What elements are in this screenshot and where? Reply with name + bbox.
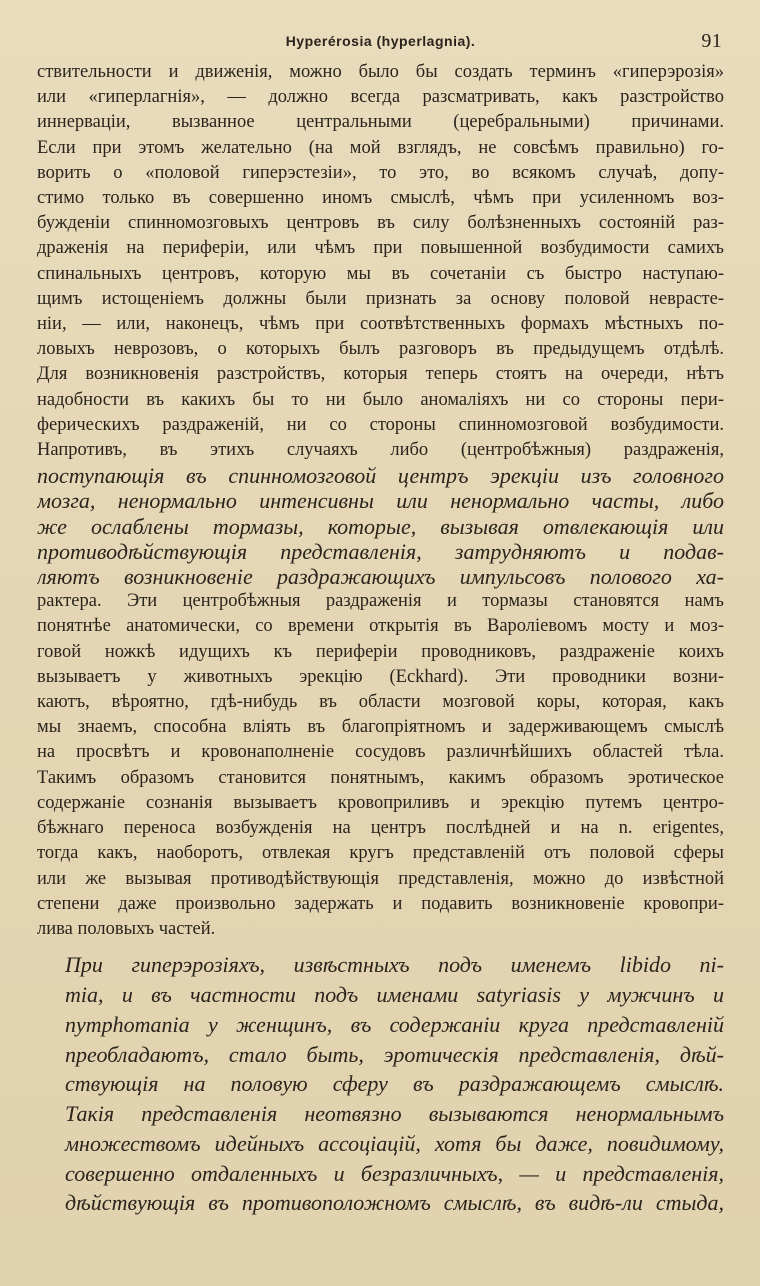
text-line: Такимъ образомъ становится понятнымъ, какимъ образомъ эротическое <box>37 767 724 788</box>
text-line: Напротивъ, въ этихъ случаяхъ либо (центробѣжныя) раздраженія, <box>37 440 724 461</box>
text-line: мозга, ненормально интенсивны или ненормально часты, либо <box>37 488 724 514</box>
text-line: Такія представленія неотвязно вызываются ненормальнымъ <box>65 1101 724 1127</box>
text-line: или «гиперлагнія», — должно всегда разсматривать, какъ разстройство <box>37 87 724 108</box>
text-line: mia, и въ частности подъ именами satyriasis у мужчинъ и <box>65 981 724 1007</box>
text-line: вызываетъ у животныхъ эрекцію (Eckhard). Эти проводники возни- <box>37 666 724 687</box>
running-title: Hyperérosia (hyperlagnia). <box>285 33 476 49</box>
text-line: рактера. Эти центробѣжныя раздраженія и тормазы становятся намъ <box>37 591 724 612</box>
text-line: ворить о «половой гиперэстезіи», то это, во всякомъ случаѣ, допу- <box>37 162 724 183</box>
text-line: ловыхъ неврозовъ, о которыхъ былъ разговоръ въ предыдущемъ отдѣлѣ. <box>37 339 724 360</box>
paragraph-1 <box>37 60 724 942</box>
text-line: драженія на периферіи, или чѣмъ при повышенной возбудимости самихъ <box>37 238 724 259</box>
text-line: иннерваціи, вызванное центральными (церебральными) причинами. <box>37 112 724 133</box>
text-line: степени даже произвольно задержать и подавить возникновеніе кровопри- <box>37 893 724 914</box>
text-line: каютъ, вѣроятно, гдѣ-нибудь въ области мозговой коры, которая, какъ <box>37 692 724 713</box>
text-line: бѣжнаго переноса возбужденія на центръ послѣдней и на n. erigentes, <box>37 818 724 839</box>
text-line: ферическихъ раздраженій, ни со стороны спинномозговой возбудимости. <box>37 414 724 435</box>
text-line: Для возникновенія разстройствъ, которыя теперь стоятъ на очереди, нѣтъ <box>37 364 724 385</box>
text-line: надобности въ какихъ бы то ни было аномаліяхъ ни со стороны пери- <box>37 389 724 410</box>
text-line: же ослаблены тормазы, которые, вызывая отвлекающія или <box>37 513 724 539</box>
page-header <box>37 30 724 60</box>
text-line: мы знаемъ, способна вліять въ благопріятномъ и задерживающемъ смыслѣ <box>37 717 724 738</box>
text-line: щимъ истощеніемъ должны были признать за основу половой неврасте- <box>37 288 724 309</box>
text-line: nymphomania у женщинъ, въ содержаніи круга представленій <box>65 1011 724 1037</box>
text-line: преобладаютъ, стало быть, эротическія представленія, дѣй- <box>65 1041 724 1067</box>
text-line: тогда какъ, наоборотъ, отвлекая кругъ представленій отъ половой сферы <box>37 843 724 864</box>
text-line: или же вызывая противодѣйствующія представленія, можно до извѣстной <box>37 868 724 889</box>
text-line: Если при этомъ желательно (на мой взглядъ, не совсѣмъ правильно) го- <box>37 137 724 158</box>
text-line: понятнѣе анатомически, со времени открытія въ Вароліевомъ мосту и моз- <box>37 616 724 637</box>
text-line: дѣйствующія въ противоположномъ смыслѣ, въ видѣ-ли стыда, <box>65 1190 724 1216</box>
text-line: совершенно отдаленныхъ и безразличныхъ, — и представленія, <box>65 1160 724 1186</box>
text-line: ляютъ возникновеніе раздражающихъ импульсовъ полового ха- <box>37 564 724 590</box>
text-line: При гиперэрозіяхъ, извѣстныхъ подъ именемъ libido ni- <box>65 952 724 978</box>
text-line: на просвѣтъ и кровонаполненіе сосудовъ различнѣйшихъ областей тѣла. <box>37 742 724 763</box>
text-line: поступающія въ спинномозговой центръ эрекціи изъ головного <box>37 463 724 489</box>
text-line: стимо только въ совершенно иномъ смыслѣ, чѣмъ при усиленномъ воз- <box>37 188 724 209</box>
text-line: лива половыхъ частей. <box>37 918 216 939</box>
page-number: 91 <box>701 30 722 52</box>
text-line: говой ножкѣ идущихъ къ периферіи проводниковъ, раздраженіе коихъ <box>37 641 724 662</box>
body-text <box>37 60 724 1218</box>
text-line: бужденіи спинномозговыхъ центровъ въ силу болѣзненныхъ состояній раз- <box>37 213 724 234</box>
text-line: ніи, — или, наконецъ, чѣмъ при соотвѣтственныхъ формахъ мѣстныхъ по- <box>37 314 724 335</box>
text-line: противодѣйствующія представленія, затрудняютъ и подав- <box>37 538 724 564</box>
text-line: множествомъ идейныхъ ассоціацій, хотя бы даже, повидимому, <box>65 1130 724 1156</box>
text-line: ствительности и движенія, можно было бы создать терминъ «гиперэрозія» <box>37 62 724 82</box>
text-line: ствующія на половую сферу въ раздражающемъ смыслѣ. <box>65 1071 724 1097</box>
text-line: спинальныхъ центровъ, которую мы въ сочетаніи съ быстро наступаю- <box>37 263 724 284</box>
paragraph-2 <box>37 950 724 1218</box>
text-line: содержаніе сознанія вызываетъ кровоприливъ и эрекцію путемъ центро- <box>37 792 724 813</box>
